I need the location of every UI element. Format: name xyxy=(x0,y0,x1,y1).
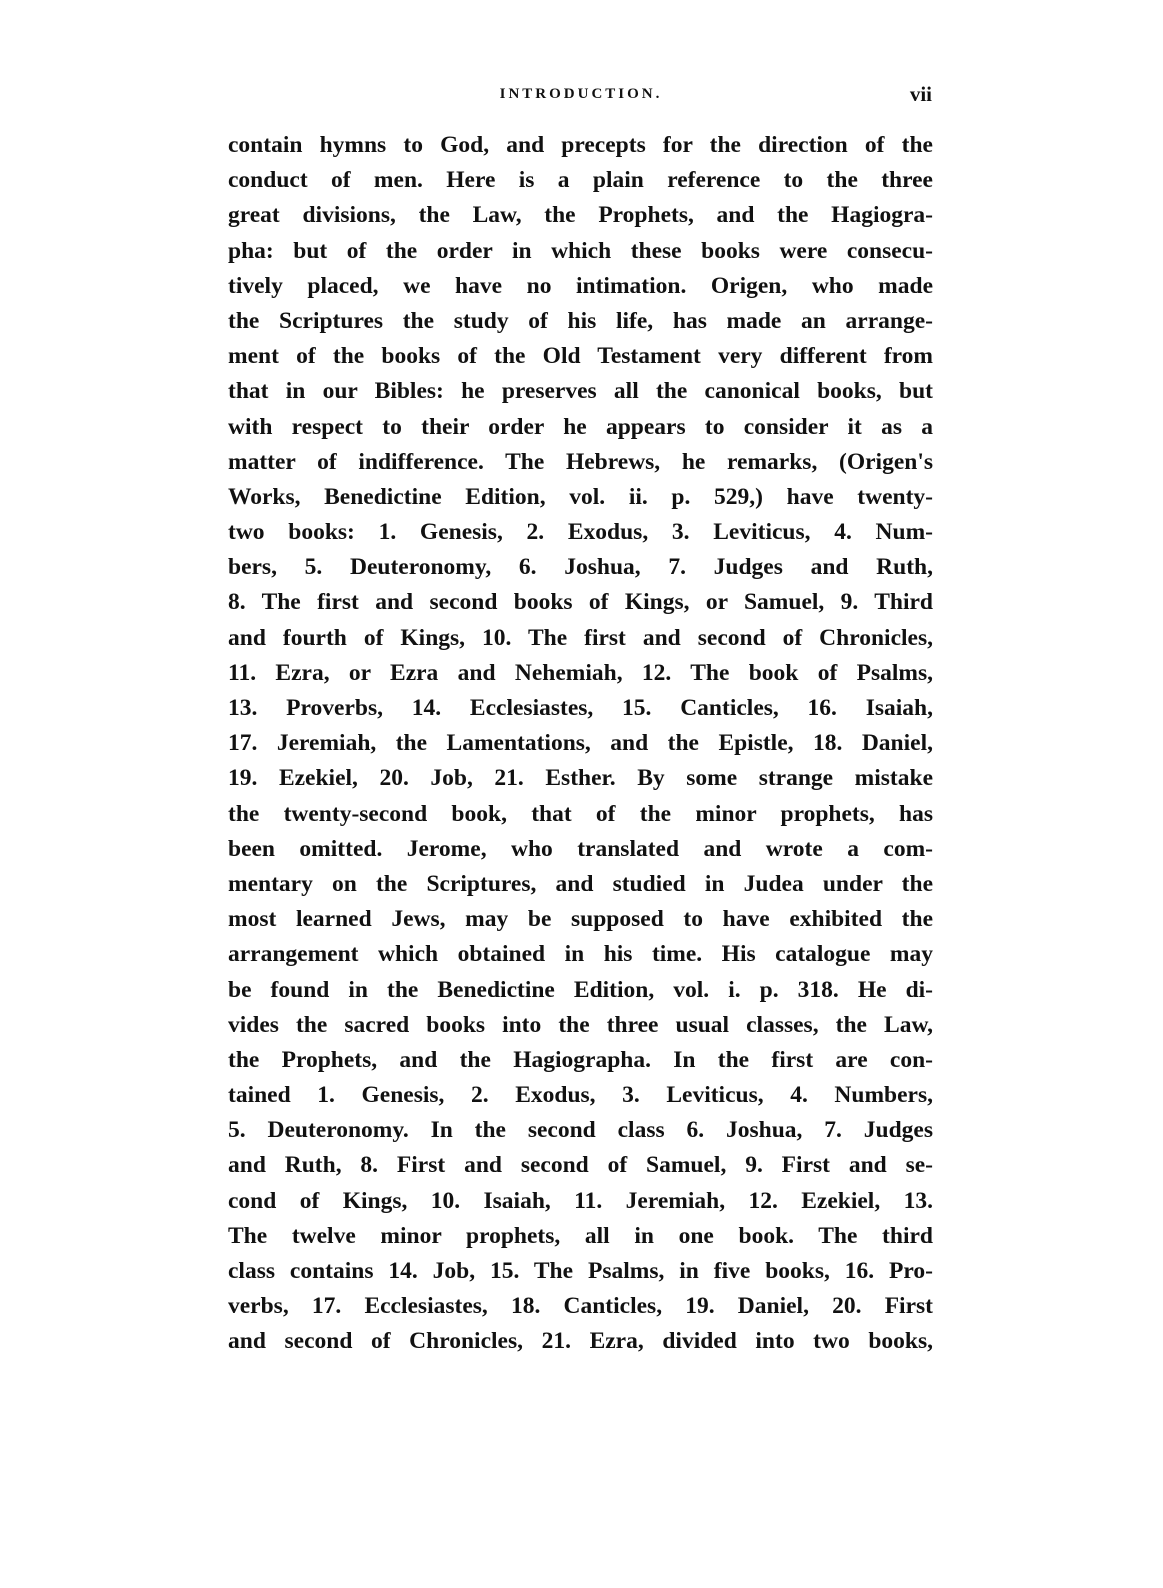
text-line: verbs, 17. Ecclesiastes, 18. Canticles, 19. Daniel, 20. First xyxy=(228,1293,933,1320)
text-line: pha: but of the order in which these books were consecu- xyxy=(228,237,933,264)
text-line: 19. Ezekiel, 20. Job, 21. Esther. By some strange mistake xyxy=(228,765,933,792)
text-line: matter of indifference. The Hebrews, he remarks, (Origen's xyxy=(228,448,933,475)
text-line: 8. The first and second books of Kings, or Samuel, 9. Third xyxy=(228,589,933,616)
running-head xyxy=(226,82,936,108)
text-line: contain hymns to God, and precepts for the direction of the xyxy=(228,132,933,158)
text-line: The twelve minor prophets, all in one book. The third xyxy=(228,1222,933,1249)
text-line: conduct of men. Here is a plain reference to the three xyxy=(228,167,933,194)
text-line: great divisions, the Law, the Prophets, and the Hagiogra- xyxy=(228,202,933,229)
text-line: tained 1. Genesis, 2. Exodus, 3. Leviticus, 4. Numbers, xyxy=(228,1082,933,1109)
text-line: the Prophets, and the Hagiographa. In the first are con- xyxy=(228,1046,933,1073)
text-line: the Scriptures the study of his life, has made an arrange- xyxy=(228,307,933,334)
text-line: and second of Chronicles, 21. Ezra, divided into two books, xyxy=(228,1328,933,1355)
text-line: ment of the books of the Old Testament very different from xyxy=(228,343,933,370)
text-line: most learned Jews, may be supposed to have exhibited the xyxy=(228,906,933,933)
text-line: tively placed, we have no intimation. Origen, who made xyxy=(228,272,933,299)
text-line: Works, Benedictine Edition, vol. ii. p. 529,) have twenty- xyxy=(228,483,933,510)
page-number: vii xyxy=(909,82,932,106)
text-line: vides the sacred books into the three usual classes, the Law, xyxy=(228,1011,933,1038)
text-line: arrangement which obtained in his time. His catalogue may xyxy=(228,941,933,968)
text-line: 11. Ezra, or Ezra and Nehemiah, 12. The book of Psalms, xyxy=(228,659,933,686)
text-line: bers, 5. Deuteronomy, 6. Joshua, 7. Judges and Ruth, xyxy=(228,554,933,581)
text-line: two books: 1. Genesis, 2. Exodus, 3. Leviticus, 4. Num- xyxy=(228,519,933,546)
text-line: with respect to their order he appears to consider it as a xyxy=(228,413,933,440)
text-line: class contains 14. Job, 15. The Psalms, in five books, 16. Pro- xyxy=(228,1258,933,1284)
text-line: mentary on the Scriptures, and studied in Judea under the xyxy=(228,870,933,897)
text-line: the twenty-second book, that of the minor prophets, has xyxy=(228,800,933,827)
text-line: 5. Deuteronomy. In the second class 6. Joshua, 7. Judges xyxy=(228,1117,933,1144)
body-text xyxy=(228,128,933,1360)
text-line: and Ruth, 8. First and second of Samuel, 9. First and se- xyxy=(228,1152,933,1179)
text-line: 13. Proverbs, 14. Ecclesiastes, 15. Canticles, 16. Isaiah, xyxy=(228,695,933,721)
text-line: been omitted. Jerome, who translated and wrote a com- xyxy=(228,835,933,862)
text-line: that in our Bibles: he preserves all the canonical books, but xyxy=(228,378,933,405)
text-line: cond of Kings, 10. Isaiah, 11. Jeremiah, 12. Ezekiel, 13. xyxy=(228,1187,933,1214)
text-line: and fourth of Kings, 10. The first and second of Chronicles, xyxy=(228,624,933,651)
text-line: be found in the Benedictine Edition, vol. i. p. 318. He di- xyxy=(228,976,933,1003)
text-line: 17. Jeremiah, the Lamentations, and the Epistle, 18. Daniel, xyxy=(228,730,933,757)
running-title: INTRODUCTION. xyxy=(499,86,663,102)
